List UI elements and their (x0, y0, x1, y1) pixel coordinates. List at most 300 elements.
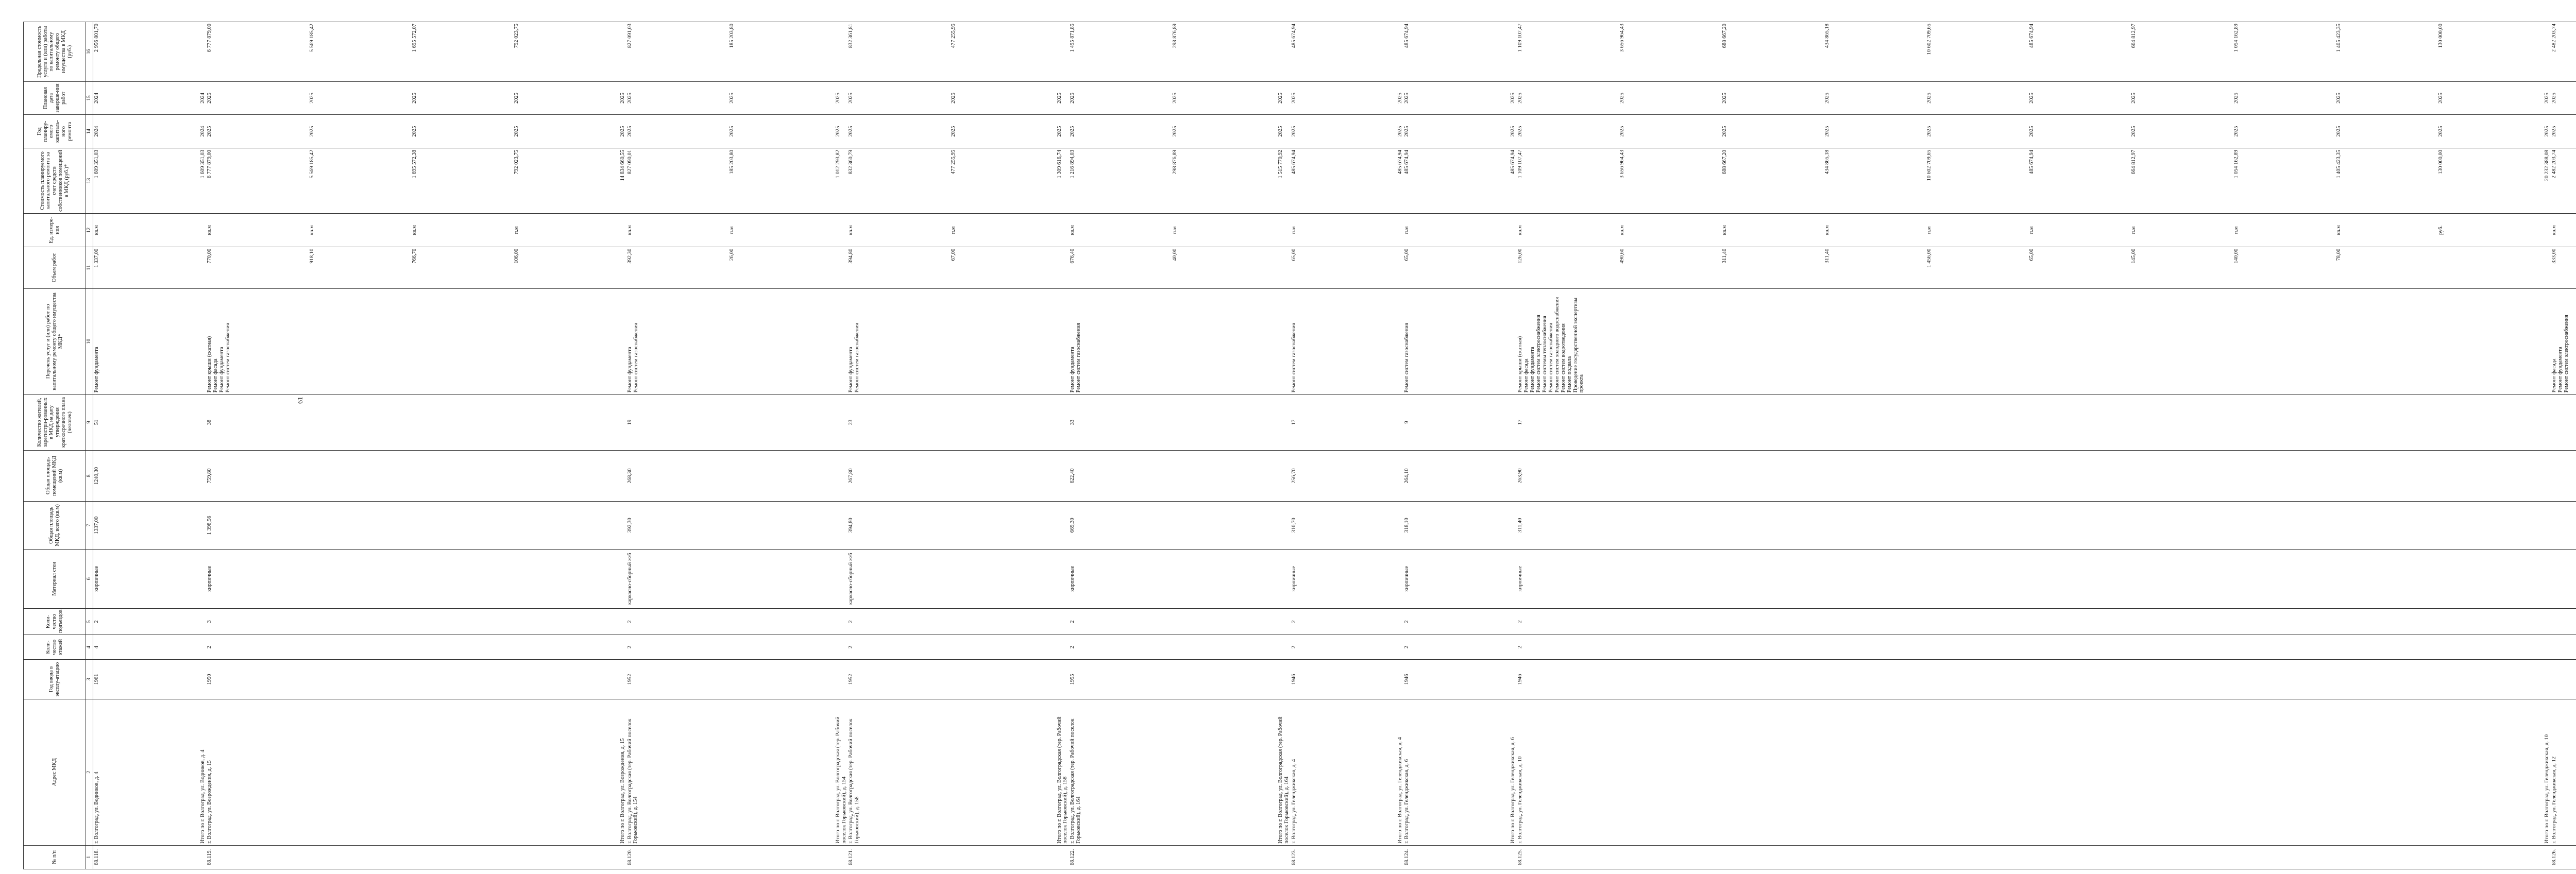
empty-cell (1507, 22, 1517, 82)
plan-date-list (848, 81, 1053, 115)
column-number: 9 (86, 395, 93, 451)
work-plan-date: 2025 (1517, 92, 1523, 104)
empty-cell (1394, 214, 1404, 247)
work-plan-date: 2025 (2028, 92, 2035, 104)
work-plan-year: 2025 (2028, 126, 2035, 137)
work-unit: кв.м (207, 225, 213, 235)
subtotal-cost: 485 674,94 (1394, 148, 1404, 213)
subtotal-plan-date: 2025 (617, 81, 626, 115)
header-works: Перечень услуг и (или) работ по капитальному ремонту общего имущества МКД* (24, 288, 86, 395)
empty-cell (832, 549, 848, 609)
empty-cell (1394, 22, 1404, 82)
row-number (617, 845, 626, 869)
work-max-cost: 185 203,80 (729, 24, 735, 48)
empty-cell (197, 660, 207, 699)
empty-cell (832, 22, 848, 82)
empty-cell (832, 214, 848, 247)
premises-area (2551, 450, 2576, 501)
work-unit: кв.м (309, 225, 315, 235)
empty-cell (1054, 22, 1070, 82)
entrance-count: 2 (1403, 609, 1507, 635)
plan-year-list (206, 115, 617, 148)
column-number: 7 (86, 502, 93, 549)
empty-cell (197, 22, 207, 82)
work-list (626, 288, 832, 395)
subtotal-row (1275, 22, 1291, 869)
entrance-count: 2 (1069, 609, 1275, 635)
wall-material: кирпичные (1517, 549, 2541, 609)
empty-cell (1507, 635, 1517, 660)
empty-cell (1394, 395, 1404, 451)
work-cost: 485 674,94 (1404, 149, 1410, 175)
empty-cell (1275, 395, 1291, 451)
work-list (848, 288, 1053, 395)
resident-count: 51 (93, 395, 197, 451)
work-plan-date: 2025 (309, 92, 315, 104)
header-unit: Ед. измере-ния (24, 214, 86, 247)
row-number (197, 845, 207, 869)
work-max-cost: 664 812,97 (2131, 24, 2137, 48)
house-row (1517, 22, 2541, 869)
subtotal-label: Итого по г. Волгоград, ул. Водников, д. 4 (197, 699, 207, 845)
subtotal-label: Итого по г. Волгоград, ул. Возрождения, д. 15 (617, 699, 626, 845)
work-plan-year: 2025 (411, 126, 417, 137)
work-plan-year: 2025 (1824, 126, 1830, 137)
work-name: Ремонт систем газоснабжения (1548, 323, 1554, 393)
plan-year-list (1403, 115, 1507, 148)
work-max-cost: 434 865,18 (1824, 24, 1830, 48)
plan-date-list (1291, 81, 1394, 115)
page-number: 61 (297, 397, 304, 404)
work-plan-date: 2024 (94, 92, 99, 104)
cost-list (1291, 148, 1394, 213)
resident-count: 19 (626, 395, 832, 451)
work-plan-date: 2025 (1824, 92, 1830, 104)
header-wall-material: Материал стен (24, 549, 86, 609)
empty-cell (832, 450, 848, 501)
work-plan-date: 2025 (207, 92, 213, 104)
subtotal-label: Итого по г. Волгоград, ул. Волгоградская (тер. Рабочий поселок Горьковский), д. 158 (1054, 699, 1070, 845)
premises-area: 256,70 (1291, 450, 1394, 501)
work-unit: руб. (2438, 225, 2444, 235)
row-number: 68.119. (206, 845, 617, 869)
work-name: Ремонт фундамента (1070, 347, 1076, 393)
subtotal-cost: 20 232 388,08 (2541, 148, 2551, 213)
empty-cell (1275, 288, 1291, 395)
subtotal-plan-year: 2025 (1507, 115, 1517, 148)
plan-year-list (2551, 115, 2576, 148)
work-volume: 311,40 (1824, 248, 1830, 264)
work-plan-year: 2025 (1517, 126, 1523, 137)
house-row (626, 22, 832, 869)
work-name: Ремонт крыши (скатная) (1517, 336, 1523, 393)
plan-date-list (2551, 81, 2576, 115)
resident-count: 23 (848, 395, 1053, 451)
commission-year: 1952 (626, 660, 832, 699)
work-name: Ремонт крыши (скатная) (207, 336, 213, 393)
plan-date-list (1517, 81, 2541, 115)
empty-cell (1054, 609, 1070, 635)
empty-cell (1507, 549, 1517, 609)
work-plan-year: 2025 (2335, 126, 2342, 137)
subtotal-plan-date: 2025 (1507, 81, 1517, 115)
empty-cell (832, 660, 848, 699)
work-volume: 145,00 (2131, 248, 2137, 264)
floor-count (2551, 635, 2576, 660)
subtotal-cost: 485 674,94 (1507, 148, 1517, 213)
entrance-count: 2 (93, 609, 197, 635)
column-number: 1 (86, 845, 93, 869)
unit-list (1291, 214, 1394, 247)
total-area: 1 398,56 (206, 502, 617, 549)
work-cost: 832 360,79 (848, 149, 854, 175)
empty-cell (617, 635, 626, 660)
work-unit: п.м (951, 226, 956, 234)
row-number (1394, 845, 1404, 869)
work-volume: 78,00 (2335, 248, 2342, 261)
header-volume: Объем работ (24, 247, 86, 288)
work-max-cost: 10 602 709,65 (1926, 24, 1933, 55)
work-name: Ремонт систем холодного водоснабжения (1554, 297, 1560, 393)
empty-cell (1507, 288, 1517, 395)
empty-cell (832, 609, 848, 635)
empty-cell (1275, 660, 1291, 699)
work-name: Ремонт фундамента (626, 347, 633, 393)
empty-cell (1394, 502, 1404, 549)
floor-count: 2 (848, 635, 1053, 660)
work-max-cost: 1 695 572,07 (411, 24, 417, 53)
work-name: Ремонт фундамента (848, 347, 854, 393)
rotated-page (23, 22, 2569, 869)
work-plan-date: 2025 (2131, 92, 2137, 104)
work-volume: 26,00 (729, 248, 735, 261)
column-number: 2 (86, 699, 93, 845)
floor-count: 2 (1291, 635, 1394, 660)
subtotal-plan-year: 2025 (1394, 115, 1404, 148)
work-plan-year: 2025 (1172, 126, 1178, 137)
work-plan-year: 2025 (309, 126, 315, 137)
column-number: 16 (86, 22, 93, 82)
work-unit: п.м (514, 226, 520, 234)
header-max-cost: Предельная стоимость услуги и (или) работы по капитальному ремонту общего имущества в МКД (руб.) (24, 22, 86, 82)
work-volume: 490,60 (1619, 248, 1625, 264)
house-address: г. Волгоград, ул. Геленджикская, д. 10 (1517, 699, 2541, 845)
total-area: 310,70 (1291, 502, 1394, 549)
work-plan-year: 2025 (951, 126, 956, 137)
work-cost: 130 000,00 (2438, 149, 2444, 175)
total-area (2551, 502, 2576, 549)
wall-material: кирпичные (1291, 549, 1394, 609)
work-plan-date: 2025 (1291, 92, 1297, 104)
row-number (2541, 845, 2551, 869)
work-plan-date: 2025 (2551, 92, 2557, 104)
empty-cell (1275, 635, 1291, 660)
work-name: Проведение государственной экспертизы проекта (1572, 297, 1585, 393)
work-list (2551, 288, 2576, 395)
work-plan-year: 2025 (1619, 126, 1625, 137)
work-max-cost: 130 000,00 (2438, 24, 2444, 48)
floor-count: 2 (626, 635, 832, 660)
work-plan-year: 2025 (729, 126, 735, 137)
unit-list (2551, 214, 2576, 247)
work-max-cost: 1 405 423,35 (2335, 24, 2342, 53)
empty-cell (1275, 502, 1291, 549)
work-unit: кв.м (626, 225, 633, 235)
work-plan-year: 2025 (1926, 126, 1933, 137)
empty-cell (617, 247, 626, 288)
header-premises-area: Общая площадь помещений МКД (кв.м) (24, 450, 86, 501)
work-volume: 1 456,00 (1926, 248, 1933, 268)
house-row (206, 22, 617, 869)
subtotal-label: Итого по г. Волгоград, ул. Геленджикская, д. 6 (1507, 699, 1517, 845)
work-plan-date: 2025 (1404, 92, 1410, 104)
empty-cell (2541, 549, 2551, 609)
work-unit: кв.м (1070, 225, 1076, 235)
entrance-count: 2 (848, 609, 1053, 635)
plan-date-list (626, 81, 832, 115)
header-entrances: Коли-чество подъездов (24, 609, 86, 635)
empty-cell (1054, 214, 1070, 247)
header-residents: Количество жителей, зарегистри-рованных в МКД на дату утверждения краткосрочного плана (человек) (24, 395, 86, 451)
subtotal-row (1507, 22, 1517, 869)
volume-list (2551, 247, 2576, 288)
empty-cell (2541, 609, 2551, 635)
work-cost: 2 482 203,74 (2551, 149, 2557, 179)
plan-date-list (93, 81, 197, 115)
work-volume: 65,00 (2028, 248, 2035, 261)
empty-cell (197, 502, 207, 549)
floor-count: 4 (93, 635, 197, 660)
volume-list (1517, 247, 2541, 288)
subtotal-cost: 1 609 351,03 (197, 148, 207, 213)
volume-list (626, 247, 832, 288)
empty-cell (617, 395, 626, 451)
empty-cell (1394, 288, 1404, 395)
header-plan-year: Год планиру-емого капиталь-ного ремонта (24, 115, 86, 148)
empty-cell (617, 288, 626, 395)
work-max-cost: 477 255,95 (951, 24, 956, 48)
work-name: Ремонт систем газоснабжения (854, 323, 860, 393)
house-address: г. Волгоград, ул. Волгоградская (тер. Рабочий поселок Горьковский), д. 164 (1069, 699, 1275, 845)
house-address: г. Волгоград, ул. Волгоградская (тер. Рабочий поселок Горьковский), д. 154 (626, 699, 832, 845)
work-cost: 298 876,89 (1172, 149, 1178, 175)
work-unit: кв.м (1619, 225, 1625, 235)
subtotal-plan-date: 2024 (197, 81, 207, 115)
work-unit: п.м (729, 226, 735, 234)
work-name: Ремонт систем газоснабжения (1076, 323, 1082, 393)
work-name: Ремонт систем электроснабжения (1535, 315, 1541, 393)
empty-cell (1507, 502, 1517, 549)
column-number: 8 (86, 450, 93, 501)
work-unit: п.м (1404, 226, 1410, 234)
header-address: Адрес МКД (24, 699, 86, 845)
max-cost-list (93, 22, 197, 82)
premises-area: 759,80 (206, 450, 617, 501)
empty-cell (1394, 549, 1404, 609)
work-plan-date: 2025 (1172, 92, 1178, 104)
subtotal-row (832, 22, 848, 869)
empty-cell (1394, 635, 1404, 660)
volume-list (93, 247, 197, 288)
empty-cell (1275, 609, 1291, 635)
header-num: № п/п (24, 845, 86, 869)
subtotal-row (2541, 22, 2551, 869)
house-address: г. Волгоград, ул. Водников, д. 4 (93, 699, 197, 845)
plan-year-list (1517, 115, 2541, 148)
subtotal-plan-year: 2025 (1275, 115, 1291, 148)
house-row (848, 22, 1053, 869)
empty-cell (197, 247, 207, 288)
work-cost: 477 255,95 (951, 149, 956, 175)
resident-count (2551, 395, 2576, 451)
max-cost-list (1291, 22, 1394, 82)
empty-cell (2541, 450, 2551, 501)
work-plan-year: 2025 (2551, 126, 2557, 137)
work-cost: 10 602 709,65 (1926, 149, 1933, 181)
resident-count: 38 (206, 395, 617, 451)
work-name: Ремонт систем электроснабжения (2563, 315, 2569, 393)
premises-area: 264,10 (1403, 450, 1507, 501)
wall-material: кирпичные (93, 549, 197, 609)
work-volume: 394,80 (848, 248, 854, 264)
premises-area: 267,80 (848, 450, 1053, 501)
work-unit: п.м (1926, 226, 1933, 234)
house-address: г. Волгоград, ул. Волгоградская (тер. Рабочий поселок Горьковский), д. 158 (848, 699, 1053, 845)
work-list (1291, 288, 1394, 395)
work-cost: 1 695 572,38 (411, 149, 417, 179)
work-plan-year: 2025 (626, 126, 633, 137)
house-address: г. Волгоград, ул. Геленджикская, д. 12 (2551, 699, 2576, 845)
total-area: 311,40 (1517, 502, 2541, 549)
entrance-count: 2 (1291, 609, 1394, 635)
empty-cell (197, 395, 207, 451)
work-name: Ремонт систем газоснабжения (1404, 323, 1410, 393)
work-unit: кв.м (1721, 225, 1727, 235)
row-number: 68.125. (1517, 845, 2541, 869)
empty-cell (1394, 609, 1404, 635)
commission-year (2551, 660, 2576, 699)
work-unit: кв.м (1517, 225, 1523, 235)
work-plan-date: 2025 (951, 92, 956, 104)
empty-cell (617, 660, 626, 699)
empty-cell (1054, 502, 1070, 549)
work-max-cost: 2 956 801,70 (94, 24, 99, 53)
entrance-count: 2 (626, 609, 832, 635)
empty-cell (1507, 214, 1517, 247)
commission-year: 1955 (1069, 660, 1275, 699)
empty-cell (2541, 395, 2551, 451)
unit-list (626, 214, 832, 247)
work-max-cost: 5 569 185,42 (309, 24, 315, 53)
work-max-cost: 1 054 162,89 (2233, 24, 2239, 53)
header-floors: Коли-чество этажей (24, 635, 86, 660)
work-volume: 40,00 (1172, 248, 1178, 261)
column-number: 3 (86, 660, 93, 699)
work-cost: 1 405 423,35 (2335, 149, 2342, 179)
empty-cell (617, 549, 626, 609)
work-max-cost: 827 091,03 (626, 24, 633, 48)
work-cost: 1 109 107,47 (1517, 149, 1523, 179)
work-cost: 6 777 879,00 (207, 149, 213, 179)
work-max-cost: 485 674,94 (1291, 24, 1297, 48)
work-cost: 434 865,18 (1824, 149, 1830, 175)
row-number (832, 845, 848, 869)
empty-cell (1394, 660, 1404, 699)
empty-cell (1054, 635, 1070, 660)
work-list (93, 288, 197, 395)
volume-list (1291, 247, 1394, 288)
work-plan-date: 2025 (1721, 92, 1727, 104)
cost-list (2551, 148, 2576, 213)
premises-area: 1240,30 (93, 450, 197, 501)
capital-repair-table (23, 22, 2576, 869)
work-unit: п.м (2028, 226, 2035, 234)
work-plan-year: 2025 (1070, 126, 1076, 137)
max-cost-list (1403, 22, 1507, 82)
work-volume: 106,00 (514, 248, 520, 264)
plan-date-list (1403, 81, 1507, 115)
house-address: г. Волгоград, ул. Возрождения, д. 15 (206, 699, 617, 845)
empty-cell (2541, 22, 2551, 82)
subtotal-plan-date: 2025 (1394, 81, 1404, 115)
empty-cell (1507, 247, 1517, 288)
work-unit: п.м (1291, 226, 1297, 234)
empty-cell (2541, 635, 2551, 660)
work-cost: 1 609 351,03 (94, 149, 99, 179)
row-number: 68.124. (1403, 845, 1507, 869)
work-plan-year: 2025 (1291, 126, 1297, 137)
empty-cell (197, 288, 207, 395)
column-number: 12 (86, 214, 93, 247)
row-number: 68.118. (93, 845, 197, 869)
row-number: 68.126. (2551, 845, 2576, 869)
house-address: г. Волгоград, ул. Геленджикская, д. 4 (1291, 699, 1394, 845)
cost-list (206, 148, 617, 213)
work-plan-date: 2025 (514, 92, 520, 104)
unit-list (93, 214, 197, 247)
cost-list (1517, 148, 2541, 213)
work-plan-date: 2025 (626, 92, 633, 104)
subtotal-cost: 1 309 616,74 (1054, 148, 1070, 213)
work-plan-year: 2025 (1721, 126, 1727, 137)
max-cost-list (2551, 22, 2576, 82)
row-number: 68.122. (1069, 845, 1275, 869)
work-name: Ремонт фасада (1523, 358, 1529, 393)
work-volume (2438, 249, 2540, 287)
work-cost: 3 656 964,43 (1619, 149, 1625, 179)
empty-cell (1394, 247, 1404, 288)
work-cost: 485 674,94 (2028, 149, 2035, 175)
house-row (1403, 22, 1507, 869)
work-volume: 65,00 (1291, 248, 1297, 261)
floor-count: 2 (1069, 635, 1275, 660)
work-volume: 676,40 (1070, 248, 1076, 264)
work-plan-year: 2025 (2131, 126, 2137, 137)
total-area: 1337,00 (93, 502, 197, 549)
empty-cell (1054, 395, 1070, 451)
row-number (1275, 845, 1291, 869)
cost-list (848, 148, 1053, 213)
work-max-cost: 3 656 964,43 (1619, 24, 1625, 53)
subtotal-row (617, 22, 626, 869)
house-row (1291, 22, 1394, 869)
subtotal-row (1054, 22, 1070, 869)
empty-cell (1275, 450, 1291, 501)
plan-year-list (626, 115, 832, 148)
work-max-cost: 298 876,89 (1172, 24, 1178, 48)
work-plan-date: 2025 (411, 92, 417, 104)
empty-cell (197, 635, 207, 660)
